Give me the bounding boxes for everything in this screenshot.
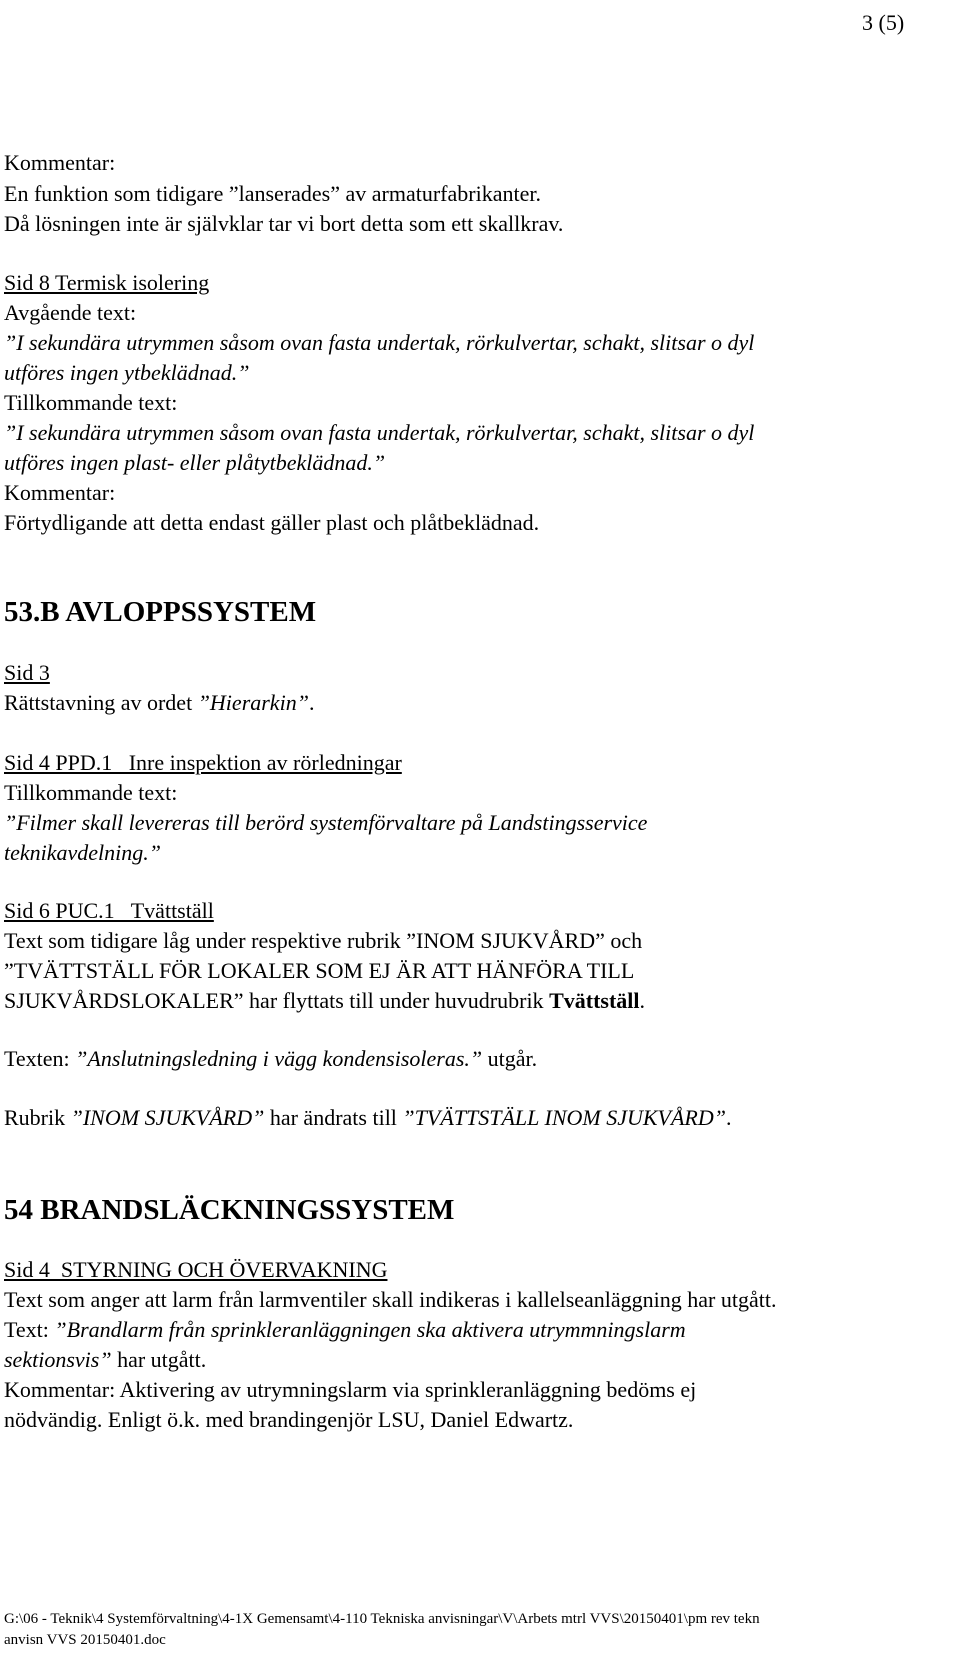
text: Rättstavning av ordet [4,690,198,715]
page-reference: Sid 3 [4,660,50,685]
quoted-text: ”I sekundära utrymmen såsom ovan fasta undertak, rörkulvertar, schakt, slitsar o dyl [4,420,755,445]
italic-text: ”Brandlarm från sprinkleranläggningen ska aktivera utrymmningslarm [54,1317,686,1342]
quoted-text: utföres ingen ytbeklädnad.” [4,360,250,385]
text: . [308,690,315,715]
quoted-text: utföres ingen plast- eller plåtytbeklädnad.” [4,450,386,475]
text: SJUKVÅRDSLOKALER” har flyttats till under huvudrubrik [4,988,550,1013]
page-number: 3 (5) [862,10,905,35]
text: Texten: [4,1046,76,1071]
quoted-text: ”I sekundära utrymmen såsom ovan fasta undertak, rörkulvertar, schakt, slitsar o dyl [4,330,755,355]
footer-path: G:\06 - Teknik\4 Systemförvaltning\4-1X Gemensamt\4-110 Tekniska anvisningar\V\Arbets mtrl VVS\20150401\pm rev tekn [4,1611,760,1627]
text: har utgått. [111,1347,207,1372]
page-reference: Sid 6 PUC.1 Tvättställ [4,898,214,923]
italic-text: sektionsvis” [4,1347,112,1372]
text: Text: [4,1317,55,1342]
text-line [4,990,645,1012]
text-line: Kommentar: Aktivering av utrymningslarm via sprinkleranläggning bedöms ej [4,1377,697,1402]
new-text-label: Tillkommande text: [4,390,178,415]
section-heading: Sid 8 Termisk isolering [4,270,210,295]
text-line [4,1349,206,1371]
text: utgår. [482,1046,538,1071]
comment-label: Kommentar: [4,150,116,175]
text: . [639,988,646,1013]
old-text-label: Avgående text: [4,300,137,325]
text-line: ”TVÄTTSTÄLL FÖR LOKALER SOM EJ ÄR ATT HÄNFÖRA TILL [4,958,635,983]
text-line [4,1107,731,1129]
text-line [4,1319,686,1341]
italic-text: ”Anslutningsledning i vägg kondensisoleras.” [75,1046,483,1071]
text: har ändrats till [264,1105,403,1130]
chapter-heading: 53.B AVLOPPSSYSTEM [4,596,317,628]
italic-text: ”Hierarkin” [197,690,309,715]
text-line: Text som tidigare låg under respektive rubrik ”INOM SJUKVÅRD” och [4,928,643,953]
chapter-heading: 54 BRANDSLÄCKNINGSSYSTEM [4,1194,455,1226]
text-line: En funktion som tidigare ”lanserades” av armaturfabrikanter. [4,181,541,206]
text-line: Text som anger att larm från larmventiler skall indikeras i kallelseanläggning har utgått. [4,1287,777,1312]
text-line [4,1048,537,1070]
comment-text: Förtydligande att detta endast gäller plast och plåtbeklädnad. [4,510,540,535]
bold-text: Tvättställ [549,988,640,1013]
text-line: Då lösningen inte är självklar tar vi bort detta som ett skallkrav. [4,211,564,236]
page-reference: Sid 4 PPD.1 Inre inspektion av rörledningar [4,750,402,775]
page-reference: Sid 4 STYRNING OCH ÖVERVAKNING [4,1257,388,1282]
footer-path: anvisn VVS 20150401.doc [4,1632,166,1648]
new-text-label: Tillkommande text: [4,780,178,805]
text-line [4,692,314,714]
text-line: nödvändig. Enligt ö.k. med brandingenjör LSU, Daniel Edwartz. [4,1407,574,1432]
quoted-text: teknikavdelning.” [4,840,162,865]
quoted-text: ”Filmer skall levereras till berörd systemförvaltare på Landstingsservice [4,810,648,835]
text: Rubrik [4,1105,71,1130]
text: . [725,1105,732,1130]
italic-text: ”INOM SJUKVÅRD” [70,1105,265,1130]
comment-label: Kommentar: [4,480,116,505]
italic-text: ”TVÄTTSTÄLL INOM SJUKVÅRD” [402,1105,726,1130]
